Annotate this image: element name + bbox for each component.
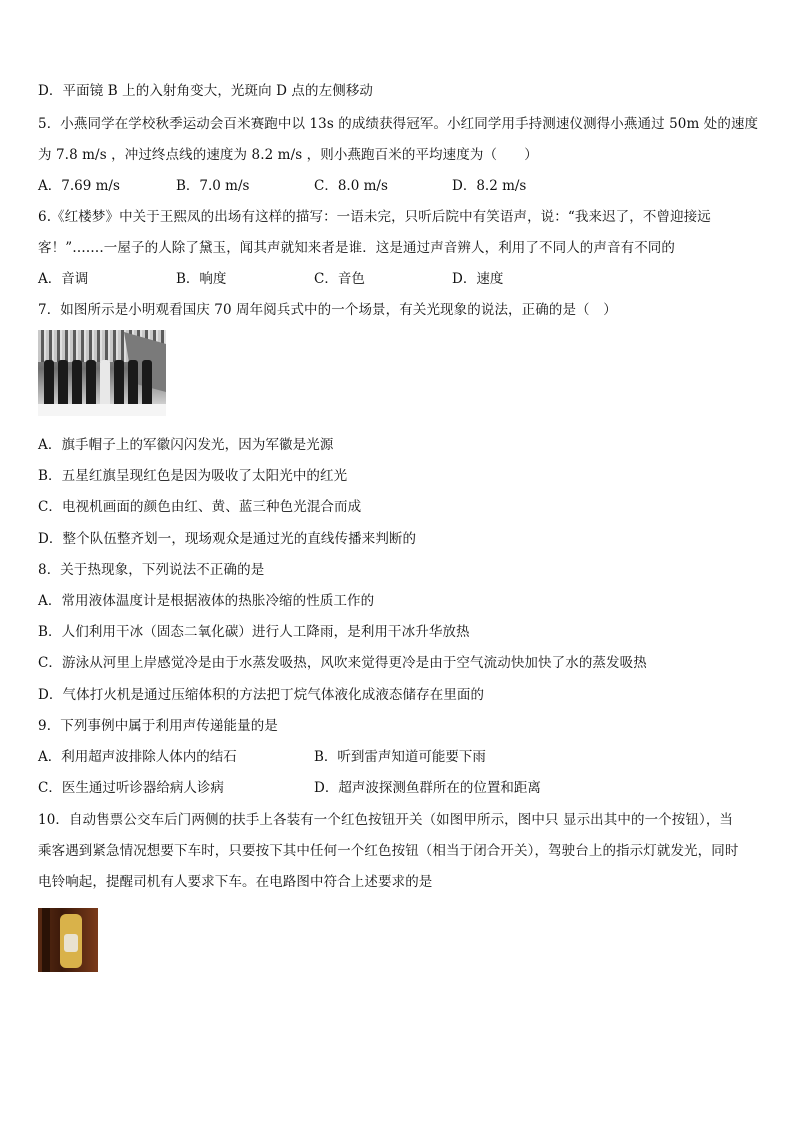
q8-option-a: A．常用液体温度计是根据液体的热胀冷缩的性质工作的 (38, 593, 375, 609)
q9-option-a: A．利用超声波排除人体内的结石 (38, 749, 237, 765)
q7-option-d: D．整个队伍整齐划一，现场观众是通过光的直线传播来判断的 (38, 531, 417, 547)
soldier-figure (58, 360, 68, 410)
q6-option-c: C．音色 (314, 271, 365, 287)
q8-option-d: D．气体打火机是通过压缩体积的方法把丁烷气体液化成液态储存在里面的 (38, 687, 485, 703)
q6-stem-line1: 6.《红楼梦》中关于王熙凤的出场有这样的描写：一语未完，只听后院中有笑语声，说：“我来迟了，不曾迎接远 (38, 209, 711, 225)
q8-option-c: C．游泳从河里上岸感觉冷是由于水蒸发吸热，风吹来觉得更冷是由于空气流动快加快了水的蒸发吸热 (38, 655, 647, 671)
soldier-figure (100, 360, 110, 410)
q7-stem: 7．如图所示是小明观看国庆 70 周年阅兵式中的一个场景，有关光现象的说法，正确的是（ ） (38, 302, 617, 318)
handrail (42, 908, 50, 972)
q10-stem-line2: 乘客遇到紧急情况想要下车时，只要按下其中任何一个红色按钮（相当于闭合开关），驾驶台上的指示灯就发光，同时 (38, 843, 739, 859)
q7-option-b: B．五星红旗呈现红色是因为吸收了太阳光中的红光 (38, 468, 348, 484)
q8-option-b: B．人们利用干冰（固态二氧化碳）进行人工降雨，是利用干冰升华放热 (38, 624, 470, 640)
q5-option-c: C．8.0 m/s (314, 178, 388, 194)
q4-option-d: D．平面镜 B 上的入射角变大，光斑向 D 点的左侧移动 (38, 83, 374, 99)
soldier-figure (114, 360, 124, 410)
q6-stem-line2: 客！”…….一屋子的人除了黛玉，闻其声就知来者是谁．这是通过声音辨人，利用了不同人的声音有不同的 (38, 240, 675, 256)
q10-stem-line1: 10．自动售票公交车后门两侧的扶手上各装有一个红色按钮开关（如图甲所示，图中只 显示出其中的一个按钮），当 (38, 812, 734, 828)
q5-stem-line1: 5．小燕同学在学校秋季运动会百米赛跑中以 13s 的成绩获得冠军。小红同学用手持测速仪测得小燕通过 50m 处的速度 (38, 116, 759, 132)
q9-option-d: D．超声波探测鱼群所在的位置和距离 (314, 780, 541, 796)
q9-stem: 9．下列事例中属于利用声传递能量的是 (38, 718, 278, 734)
q5-option-b: B．7.0 m/s (176, 178, 250, 194)
soldier-figure (128, 360, 138, 410)
soldier-figure (44, 360, 54, 410)
q5-stem-line2: 为 7.8 m/s ，冲过终点线的速度为 8.2 m/s ，则小燕跑百米的平均速度为（ ） (38, 147, 538, 163)
q10-stem-line3: 电铃响起，提醒司机有人要求下车。在电路图中符合上述要求的是 (38, 874, 433, 890)
soldier-figure (86, 360, 96, 410)
q7-option-a: A．旗手帽子上的军徽闪闪发光，因为军徽是光源 (38, 437, 334, 453)
q8-stem: 8．关于热现象，下列说法不正确的是 (38, 562, 265, 578)
q7-option-c: C．电视机画面的颜色由红、黄、蓝三种色光混合而成 (38, 499, 362, 515)
q9-option-b: B．听到雷声知道可能要下雨 (314, 749, 486, 765)
q5-option-a: A．7.69 m/s (38, 178, 120, 194)
q5-option-d: D．8.2 m/s (452, 178, 527, 194)
q9-option-c: C．医生通过听诊器给病人诊病 (38, 780, 224, 796)
bus-button-photo (38, 908, 98, 972)
q6-option-d: D．速度 (452, 271, 504, 287)
button-switch (64, 934, 78, 952)
q6-option-b: B．响度 (176, 271, 227, 287)
ground (38, 404, 166, 416)
parade-photo (38, 330, 166, 416)
soldier-figure (142, 360, 152, 410)
q6-option-a: A．音调 (38, 271, 89, 287)
soldier-figure (72, 360, 82, 410)
